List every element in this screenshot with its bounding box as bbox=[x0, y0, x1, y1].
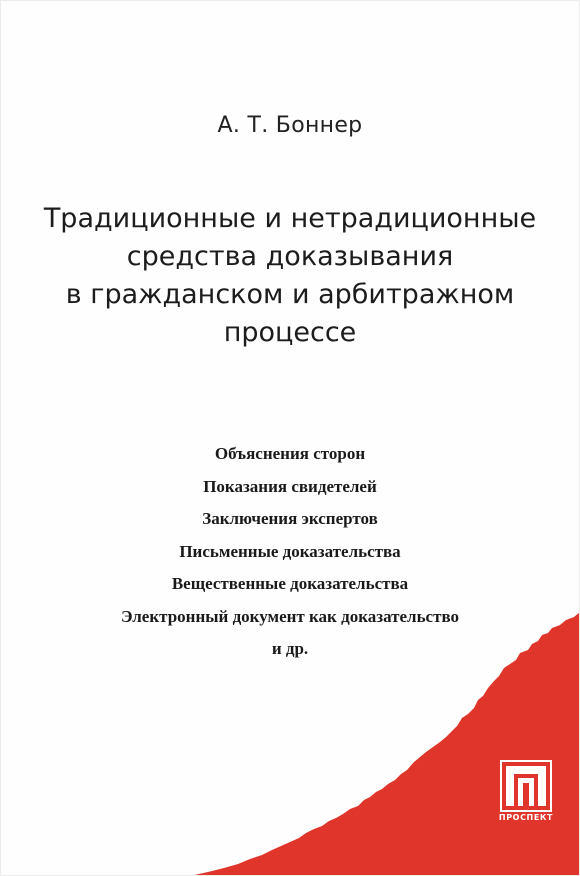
topic-item: Вещественные доказательства bbox=[171, 574, 409, 593]
topic-item: Объяснения сторон bbox=[214, 444, 366, 463]
prospekt-logo-icon bbox=[500, 760, 552, 812]
title-line: Традиционные и нетрадиционные bbox=[43, 203, 537, 234]
title-line: в гражданском и арбитражном bbox=[65, 279, 515, 310]
topic-item: Письменные доказательства bbox=[179, 541, 401, 561]
title-line: средства доказывания bbox=[126, 241, 454, 272]
book-title bbox=[40, 200, 540, 352]
topics-list bbox=[0, 438, 580, 666]
publisher-name: ПРОСПЕКТ bbox=[498, 813, 554, 822]
publisher-logo bbox=[491, 760, 561, 830]
book-author: А. Т. Боннер bbox=[217, 113, 363, 138]
topic-item: Заключения экспертов bbox=[202, 509, 378, 528]
title-line: процессе bbox=[223, 317, 357, 348]
topic-item: Электронный документ как доказательство bbox=[120, 606, 460, 626]
topic-item: Показания свидетелей bbox=[203, 476, 377, 496]
topic-item: и др. bbox=[271, 639, 309, 658]
